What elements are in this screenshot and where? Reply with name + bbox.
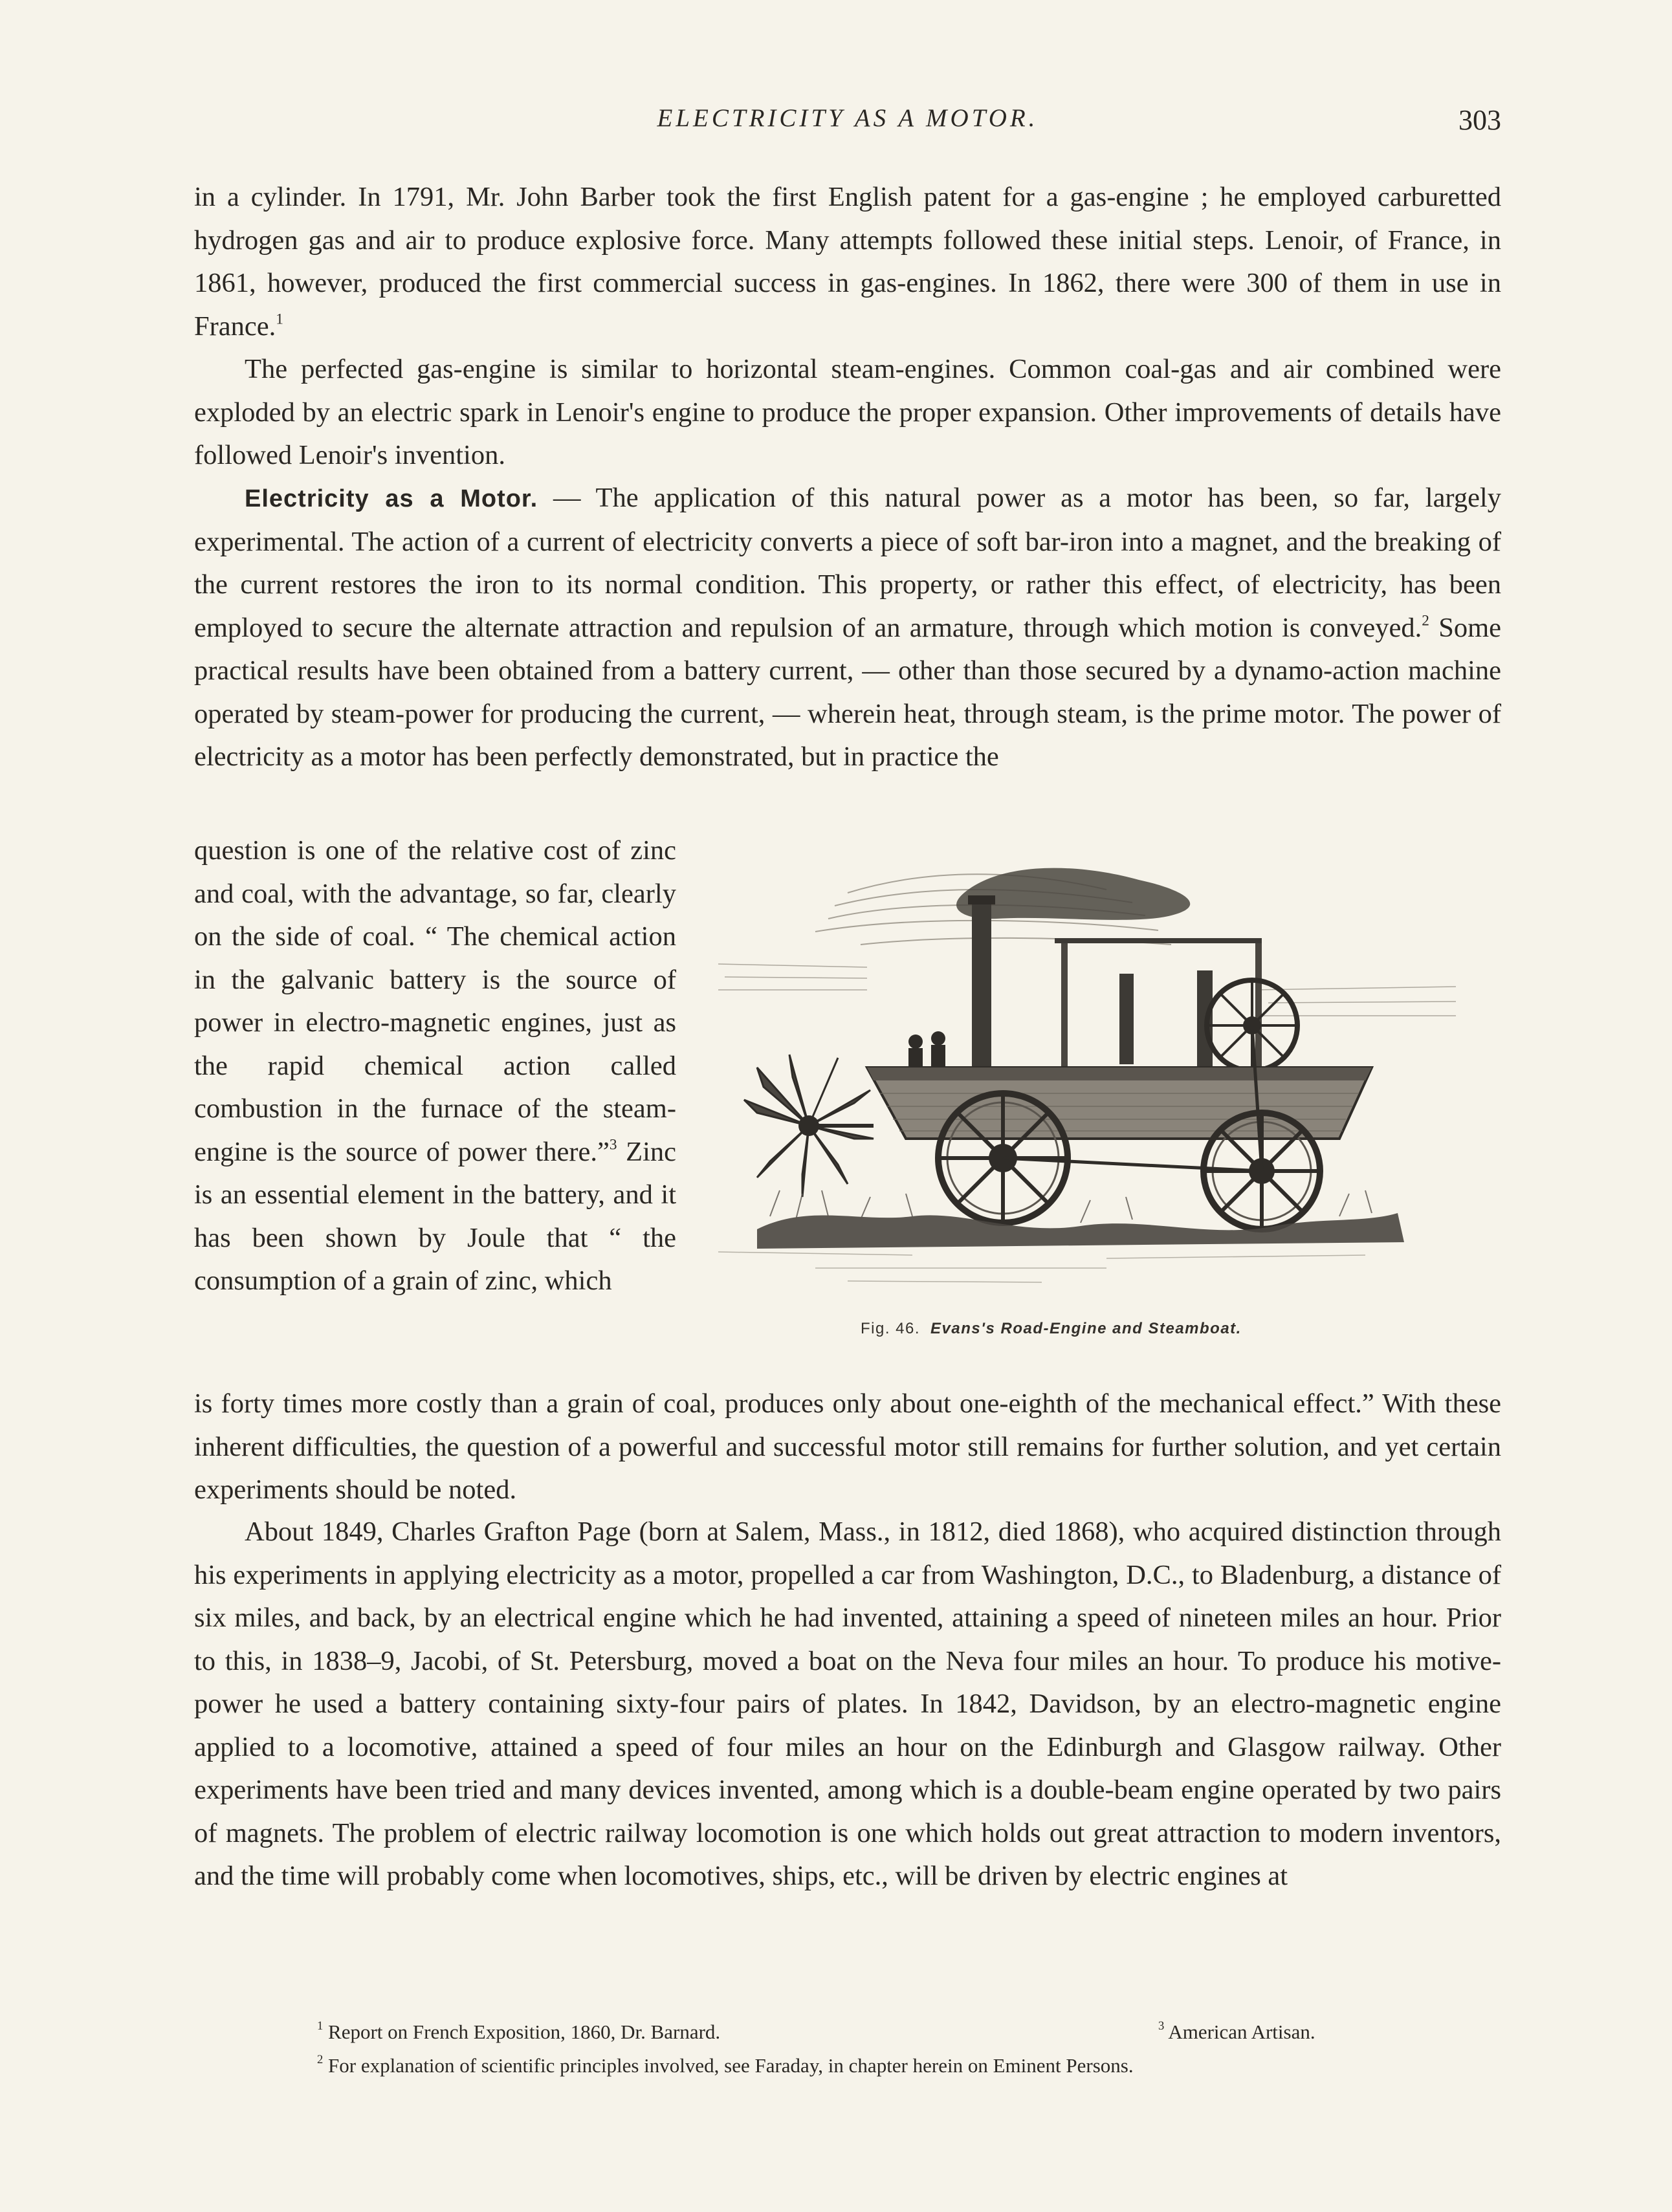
- figure-title: Evans's Road-Engine and Steamboat.: [930, 1320, 1242, 1337]
- paragraph-text: in a cylinder. In 1791, Mr. John Barber took the first English patent for a gas-engine ; he employed carburetted hydrogen gas and air to produce explosive force. Many attempts followed these initial steps. Lenoir, of France, in 1861, however, produced the first commercial success in gas-engines. In 1862, there were 300 of them in use in France.: [194, 182, 1501, 342]
- paragraph-perfected-gas-engine: [194, 348, 1501, 477]
- paragraph-after-figure: [194, 1383, 1501, 1512]
- footnote-marker: 3: [609, 1135, 617, 1153]
- narrow-text-continued: Zinc is an essential element in the battery, and it has been shown by Joule that “ the consumption of a grain of zinc, which: [194, 1136, 676, 1296]
- figure-caption: [861, 1320, 1378, 1338]
- running-title: ELECTRICITY AS A MOTOR.: [657, 104, 1039, 132]
- figure-road-engine-illustration: [718, 854, 1456, 1359]
- footnote-2: $^2$ For explanation of scientific principles involved, see Faraday, in chapter herein on Eminent Persons.: [317, 2053, 1134, 2077]
- road-engine-engraving: [718, 854, 1456, 1307]
- section-text: — The application of this natural power as a motor has been, so far, largely experimental. The action of a current of electricity converts a piece of soft bar-iron into a magnet, and the breaking of the current restores the iron to its normal condition. This property, or rather this effect, of electricity, has been employed to secure the alternate attraction and repulsion of an armature, through which motion is conveyed.: [194, 483, 1501, 643]
- paragraph-charles-page: [194, 1511, 1501, 1898]
- figure-label: Fig. 46.: [861, 1320, 921, 1337]
- section-heading: Electricity as a Motor.: [245, 485, 538, 512]
- footnote-row: [317, 2015, 1385, 2049]
- narrow-text: question is one of the relative cost of zinc and coal, with the advantage, so far, clearly on the side of coal. “ The chemical action in the galvanic battery is the source of power in electro-magnetic engines, just as the rapid chemical action called combustion in the furnace of the steam-engine is the source of power there.”: [194, 835, 676, 1167]
- paragraph-text: The perfected gas-engine is similar to horizontal steam-engines. Common coal-gas and air combined were exploded by an electric spark in Lenoir's engine to produce the proper expansion. Other improvements of details have followed Lenoir's invention.: [194, 354, 1501, 470]
- paragraph-text: is forty times more costly than a grain of coal, produces only about one-eighth of the mechanical effect.” With these inherent difficulties, the question of a powerful and successful motor still remains for further solution, and yet certain experiments should be noted.: [194, 1388, 1501, 1505]
- paragraph-gas-engine: [194, 176, 1501, 348]
- footnote-3: $^3$ American Artisan.: [1158, 2019, 1315, 2043]
- footnote-marker: 2: [1422, 611, 1429, 629]
- footnotes: [317, 2015, 1385, 2083]
- page-number: 303: [1458, 104, 1501, 136]
- text-column-beside-figure: [194, 829, 676, 1303]
- section-text-continued: Some practical results have been obtained from a battery current, — other than those secured by a dynamo-action machine operated by steam-power for producing the current, — wherein heat, through steam, is the prime motor. The power of electricity as a motor has been perfectly demonstrated, but in practice the: [194, 612, 1502, 772]
- section-electricity-as-motor: [194, 477, 1501, 779]
- footnote-1: $^1$ Report on French Exposition, 1860, Dr. Barnard.: [317, 2019, 721, 2043]
- running-head: [194, 104, 1501, 142]
- footnote-marker: 1: [276, 310, 283, 327]
- paragraph-text: About 1849, Charles Grafton Page (born at Salem, Mass., in 1812, died 1868), who acquired distinction through his experiments in applying electricity as a motor, propelled a car from Washington, D.C., to Bladenburg, a distance of six miles, and back, by an electrical engine which he had invented, attaining a speed of nineteen miles an hour. Prior to this, in 1838–9, Jacobi, of St. Petersburg, moved a boat on the Neva four miles an hour. To produce his motive-power he used a battery containing sixty-four pairs of plates. In 1842, Davidson, by an electro-magnetic engine applied to a locomotive, attained a speed of four miles an hour on the Edinburgh and Glasgow railway. Other experiments have been tried and many devices invented, among which is a double-beam engine operated by two pairs of magnets. The problem of electric railway locomotion is one which holds out great attraction to modern inventors, and the time will probably come when locomotives, ships, etc., will be driven by electric engines at: [194, 1517, 1501, 1891]
